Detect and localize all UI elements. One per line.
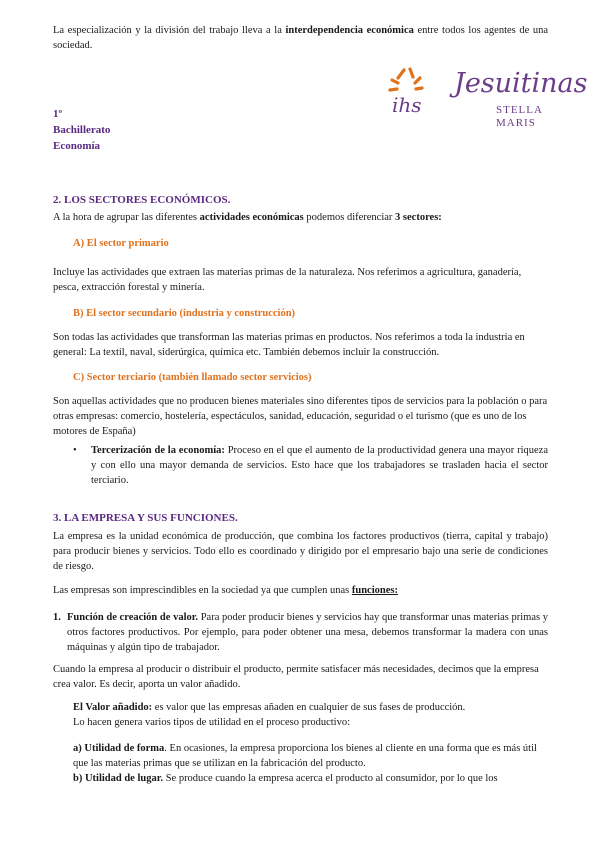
- utilidad-forma: [73, 741, 548, 771]
- valor-paragraph: Cuando la empresa al producir o distribuir el producto, permite satisfacer más necesidades, decimos que la empresa crea valor. Es decir, aporta un valor añadido.: [53, 664, 539, 690]
- tercerizacion-bullet: [91, 443, 548, 488]
- function-1-text: Para poder producir bienes y servicios hay que transformar unas materias primas y otros factores productivos. Por ejemplo, para poder obtener una mesa, debemos transformar la madera con unas máquinas y algún tipo de trabajador.: [67, 612, 548, 653]
- funciones-label: funciones:: [351, 585, 398, 596]
- sector-secondary-title: B) El sector secundario (industria y construcción): [73, 308, 296, 319]
- course-subject: Economía: [53, 140, 101, 152]
- utilidad-lugar-title: b) Utilidad de lugar.: [73, 773, 164, 784]
- utilidad-forma-text: . En ocasiones, la empresa proporciona los bienes al cliente en una forma que es más útil que las materias primas que se utilizan en la fabricación del producto.: [73, 743, 537, 769]
- utilidad-forma-title: a) Utilidad de forma: [73, 743, 165, 754]
- utilidad-lugar-text: Se produce cuando la empresa acerca el producto al consumidor, por lo que los: [163, 773, 498, 784]
- valor-anadido-text: es valor que las empresas añaden en cualquier de sus fases de producción.: [152, 702, 466, 713]
- bullet-icon: •: [73, 445, 77, 456]
- section-2-title: 2. LOS SECTORES ECONÓMICOS.: [53, 194, 231, 206]
- empresa-definition: La empresa es la unidad económica de producción, que combina los factores productivos (tierra, capital y trabajo) para producir bienes y servicios. Todo ello es coordinado y dirigido por el empresario bajo una serie de condiciones de riesgo.: [53, 531, 548, 572]
- s2-intro-mid: podemos diferenciar: [303, 212, 396, 223]
- section-2-intro: [53, 210, 548, 225]
- function-1-number: 1.: [53, 612, 61, 623]
- valor-anadido-definition: [73, 700, 548, 730]
- funciones-intro: [53, 583, 548, 598]
- sector-primary-title: A) El sector primario: [73, 238, 169, 249]
- sector-tertiary-title: C) Sector terciario (también llamado sector servicios): [73, 372, 312, 383]
- intro-bold: interdependencia económica: [285, 25, 414, 36]
- funciones-text: Las empresas son imprescindibles en la sociedad ya que cumplen unas: [53, 585, 352, 596]
- sector-primary-text: Incluye las actividades que extraen las materias primas de la naturaleza. Nos referimos a agricultura, ganadería, pesca, extracción forestal y minería.: [53, 267, 522, 293]
- function-1-title: Función de creación de valor.: [67, 612, 199, 623]
- intro-paragraph: [53, 23, 548, 53]
- course-name: Bachillerato: [53, 124, 111, 136]
- s2-intro-bold: actividades económicas: [199, 212, 304, 223]
- s2-intro-text: A la hora de agrupar las diferentes: [53, 212, 200, 223]
- intro-text-end: entre todos los agentes de una sociedad.: [53, 25, 548, 51]
- school-logo: [384, 66, 588, 129]
- course-level: [53, 106, 110, 154]
- tercerizacion-term: Tercerización de la economía:: [91, 445, 225, 456]
- svg-text:ihs: ihs: [392, 93, 422, 117]
- utilidad-lugar: [73, 771, 548, 786]
- section-3-title: 3. LA EMPRESA Y SUS FUNCIONES.: [53, 512, 238, 524]
- s2-intro-bold2: 3 sectores:: [395, 212, 442, 223]
- function-1: [67, 610, 548, 655]
- logo-subtitle: STELLA MARIS: [496, 104, 543, 129]
- course-year: 1º: [53, 108, 63, 120]
- sector-tertiary-text: Son aquellas actividades que no producen bienes materiales sino diferentes tipos de servicios para la población o para otras empresas: comercio, hostelería, espectáculos, sanidad, educación, seguridad o el turismo (que es uno de los motores de España): [53, 396, 548, 437]
- intro-text: La especialización y la división del trabajo lleva a la: [53, 25, 286, 36]
- tercerizacion-text: Proceso en el que el aumento de la productividad genera una mayor riqueza y con ello una mayor demanda de servicios. Esto hace que los trabajadores se trasladen hacia el sector terciario.: [91, 445, 548, 486]
- valor-anadido-line2: Lo hacen genera varios tipos de utilidad en el proceso productivo:: [73, 717, 350, 728]
- sector-secondary-text: Son todas las actividades que transforman las materias primas en productos. Nos referimos a toda la industria en general: La textil, naval, siderúrgica, química etc. También debemos incluir la construcción.: [53, 332, 525, 358]
- valor-anadido-term: El Valor añadido:: [73, 702, 153, 713]
- jesuitinas-emblem-icon: [384, 66, 444, 118]
- logo-name: Jesuitinas: [454, 68, 588, 99]
